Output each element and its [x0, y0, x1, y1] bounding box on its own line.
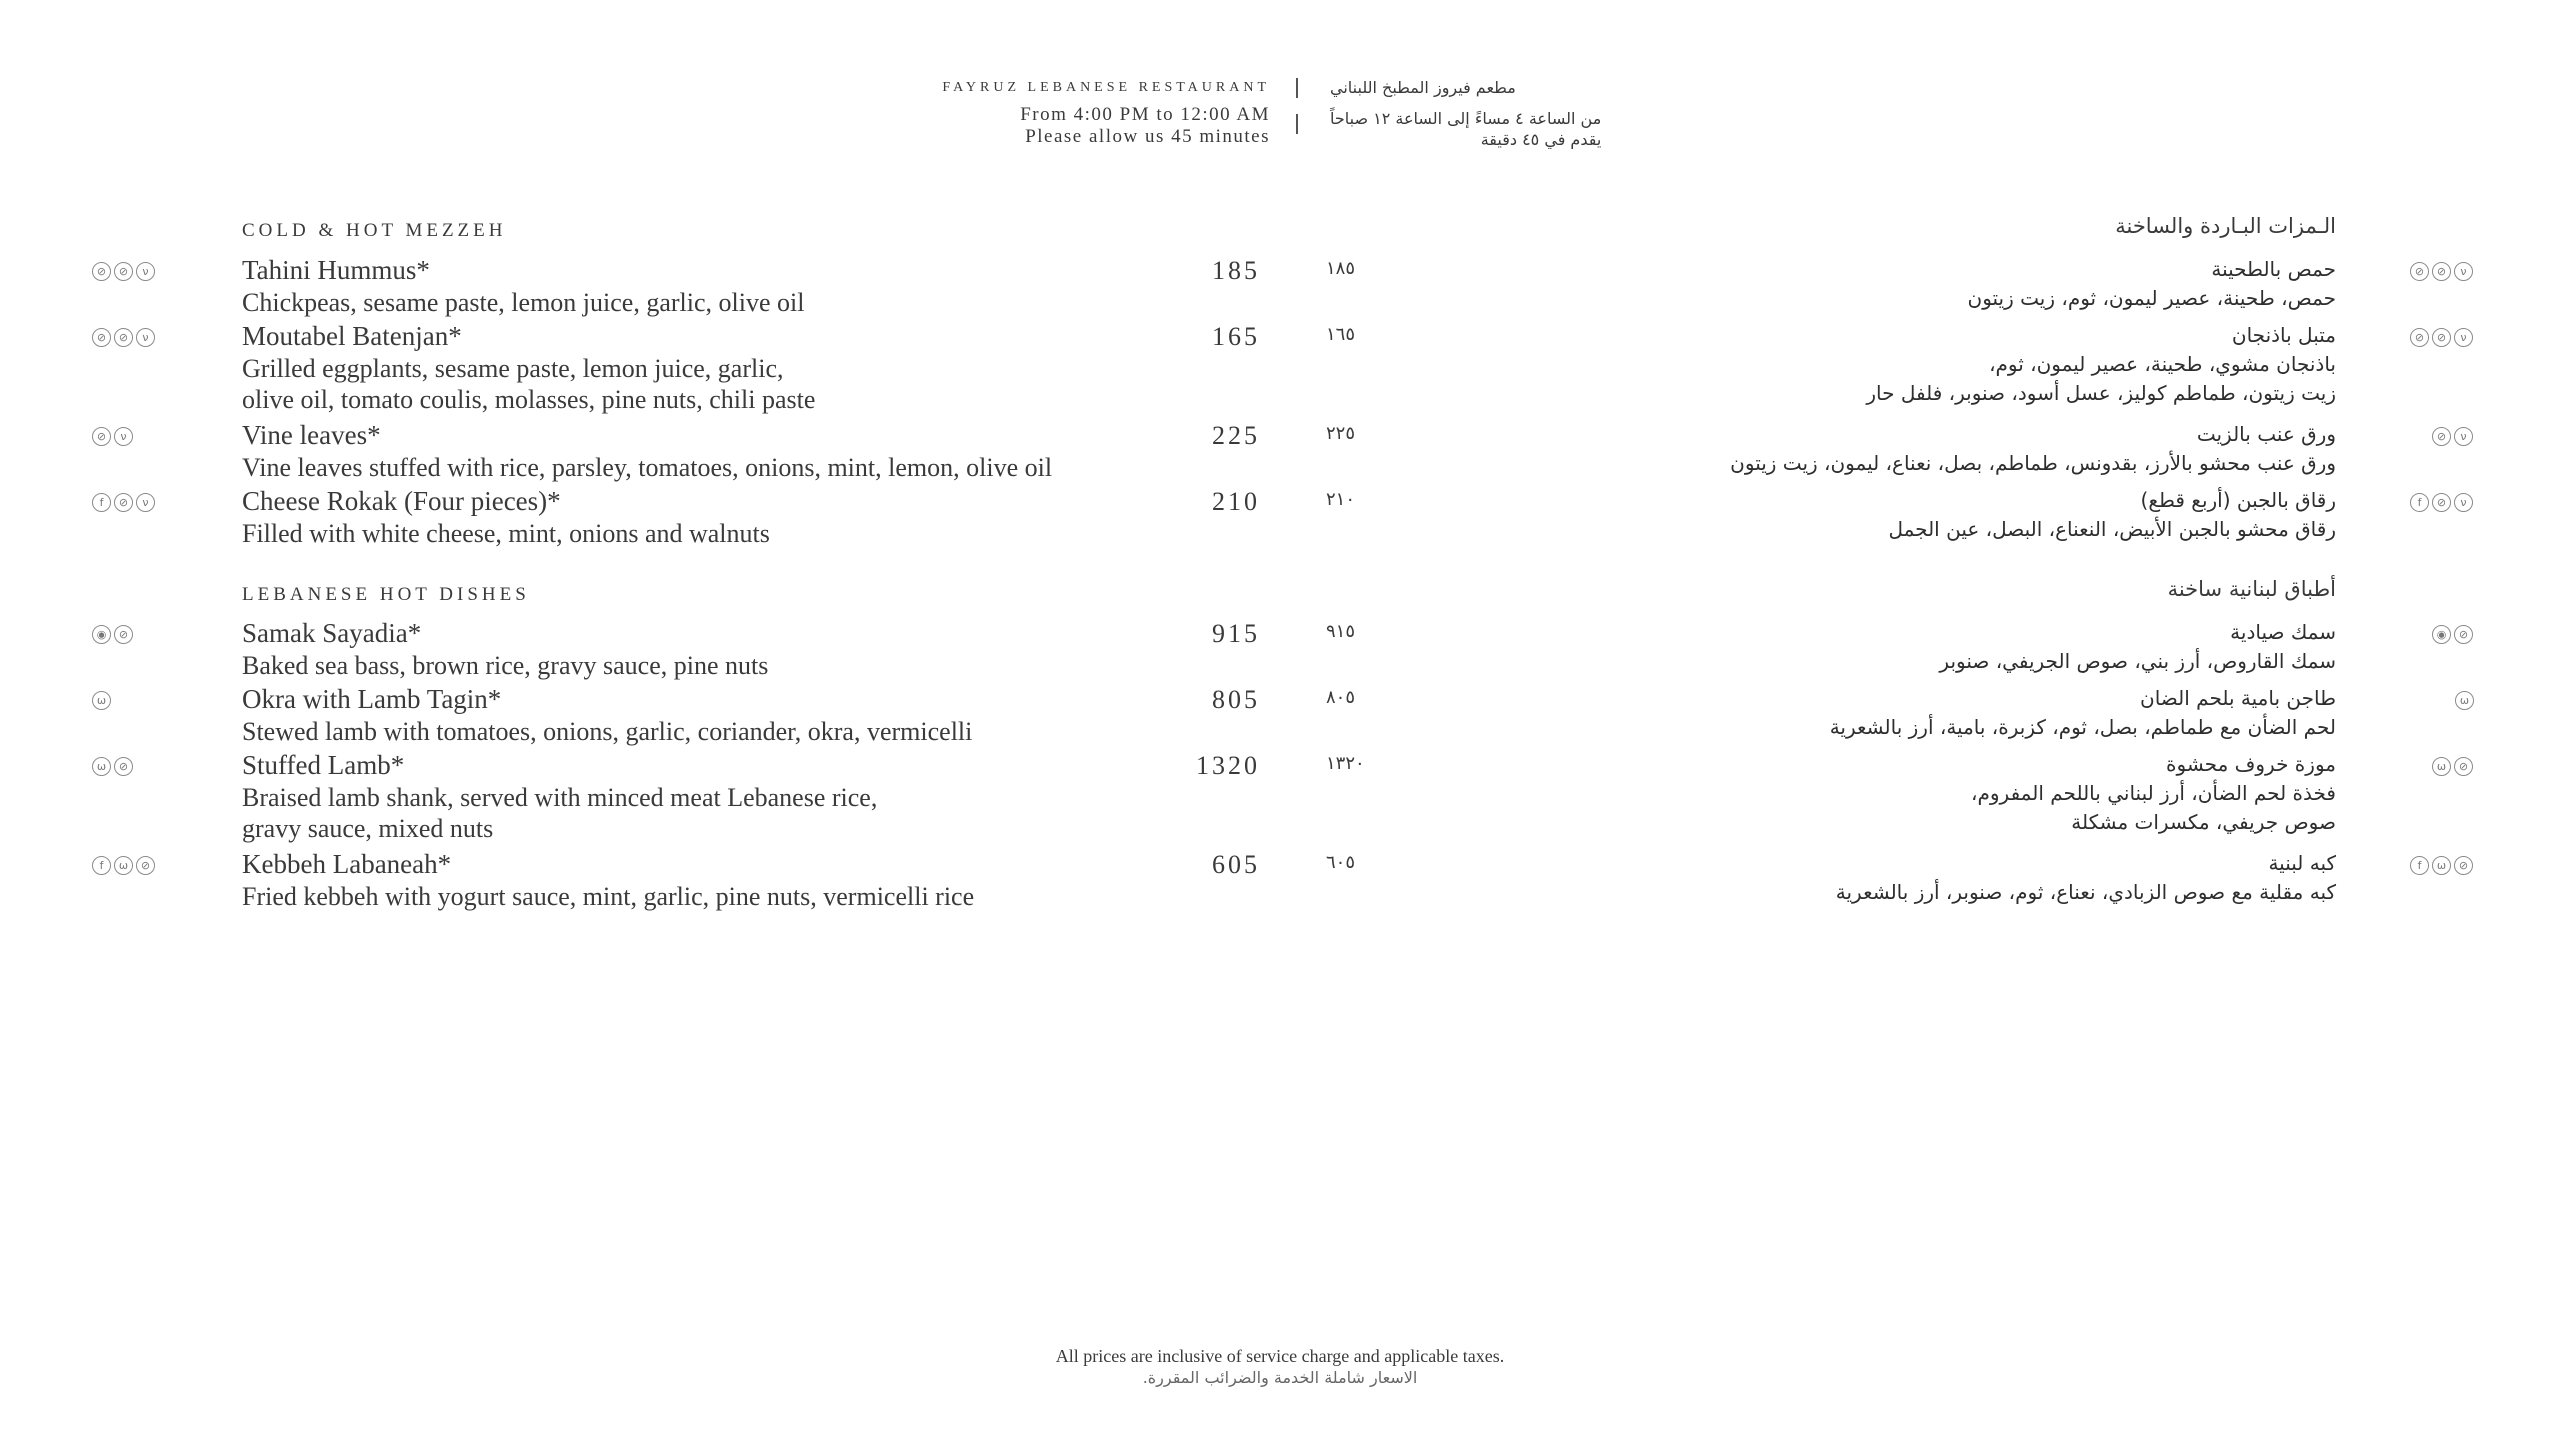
menu-item-name-ar: موزة خروف محشوة — [2166, 752, 2336, 776]
dietary-icons — [2432, 757, 2473, 776]
menu-item-name-ar: كبه لبنية — [2268, 851, 2336, 875]
opening-hours-ar — [1330, 108, 1601, 150]
description-line-ar: ورق عنب محشو بالأرز، بقدونس، طماطم، بصل، نعناع، ليمون، زيت زيتون — [1730, 451, 2336, 475]
menu-item-name: Stuffed Lamb* — [242, 750, 405, 780]
description-line-ar: لحم الضأن مع طماطم، بصل، ثوم، كزبرة، بامية، أرز بالشعرية — [1829, 715, 2336, 739]
menu-item-price-ar: ١٨٥ — [1326, 258, 1356, 279]
description-line: Vine leaves stuffed with rice, parsley, tomatoes, onions, mint, lemon, olive oil — [242, 453, 1053, 482]
section-title: LEBANESE HOT DISHES — [242, 584, 530, 605]
menu-item-description — [242, 518, 1242, 549]
menu-item-price-ar: ١٣٢٠ — [1326, 753, 1365, 774]
menu-item-price: 915 — [1212, 619, 1260, 648]
gluten-free-icon: ⊘ — [2410, 328, 2429, 347]
menu-item-description — [242, 881, 1302, 912]
menu-item-name: Cheese Rokak (Four pieces)* — [242, 486, 561, 516]
menu-item-name: Tahini Hummus* — [242, 255, 430, 285]
dairy-free-icon: ⊘ — [2432, 328, 2451, 347]
dietary-icons — [92, 691, 111, 710]
menu-item-name: Vine leaves* — [242, 420, 381, 450]
menu-item-price: 185 — [1212, 256, 1260, 285]
lamb-icon: ω — [2432, 856, 2451, 875]
menu-item-description — [242, 287, 1242, 318]
vegetarian-icon: ν — [136, 493, 155, 512]
menu-item-price-ar: ٢١٠ — [1326, 489, 1356, 510]
section-title-ar: الـمزات البـاردة والساخنة — [2115, 214, 2336, 238]
menu-item-description-ar — [1436, 284, 2336, 313]
gluten-free-icon: ⊘ — [2454, 856, 2473, 875]
description-line: gravy sauce, mixed nuts — [242, 814, 494, 843]
description-line-ar: حمص، طحينة، عصير ليمون، ثوم، زيت زيتون — [1967, 286, 2336, 310]
description-line-ar: باذنجان مشوي، طحينة، عصير ليمون، ثوم، — [1989, 352, 2336, 376]
menu-item-description-ar — [1436, 878, 2336, 907]
lamb-icon: ω — [92, 757, 111, 776]
gluten-free-icon: ⊘ — [114, 625, 133, 644]
menu-item-price: 605 — [1212, 850, 1260, 879]
preparation-time-line: Please allow us 45 minutes — [1025, 126, 1270, 147]
description-line-ar: رقاق محشو بالجبن الأبيض، النعناع، البصل، عين الجمل — [1888, 517, 2336, 541]
dairy-free-icon: ⊘ — [114, 262, 133, 281]
description-line-ar: زيت زيتون، طماطم كوليز، عسل أسود، صنوبر، فلفل حار — [1866, 381, 2336, 405]
menu-item-description — [242, 782, 1242, 844]
menu-item-name: Moutabel Batenjan* — [242, 321, 462, 351]
menu-item-description-ar — [1436, 449, 2336, 478]
description-line-ar: فخذة لحم الضأن، أرز لبناني باللحم المفروم، — [1971, 781, 2336, 805]
gluten-free-icon: ⊘ — [92, 262, 111, 281]
menu-item-name-ar: رقاق بالجبن (أربع قطع) — [2140, 488, 2336, 512]
dietary-icons — [2410, 262, 2473, 281]
description-line-ar: سمك القاروص، أرز بني، صوص الجريفي، صنوبر — [1939, 649, 2336, 673]
dietary-icons — [2455, 691, 2474, 710]
vegan-icon: ν — [2454, 427, 2473, 446]
description-line: Baked sea bass, brown rice, gravy sauce, pine nuts — [242, 651, 769, 680]
dairy-free-icon: ⊘ — [114, 328, 133, 347]
hours-line: From 4:00 PM to 12:00 AM — [1020, 104, 1270, 125]
gluten-free-icon: ⊘ — [2454, 625, 2473, 644]
menu-item-name-ar: سمك صيادية — [2230, 620, 2336, 644]
seafood-icon: ◉ — [2432, 625, 2451, 644]
dietary-icons — [2410, 493, 2473, 512]
vegan-icon: ν — [114, 427, 133, 446]
description-line-ar: كبه مقلية مع صوص الزبادي، نعناع، ثوم، صنوبر، أرز بالشعرية — [1835, 880, 2336, 904]
section-title-ar: أطباق لبنانية ساخنة — [2167, 577, 2336, 601]
nuts-icon: f — [92, 493, 111, 512]
dairy-free-icon: ⊘ — [2432, 262, 2451, 281]
dietary-icons — [92, 328, 155, 347]
menu-item-description — [242, 452, 1302, 483]
menu-item-name: Okra with Lamb Tagin* — [242, 684, 502, 714]
dietary-icons — [92, 757, 133, 776]
seafood-icon: ◉ — [92, 625, 111, 644]
lamb-icon: ω — [114, 856, 133, 875]
menu-item-price: 1320 — [1196, 751, 1260, 780]
vegan-icon: ν — [136, 262, 155, 281]
menu-item-name: Kebbeh Labaneah* — [242, 849, 452, 879]
lamb-icon: ω — [2455, 691, 2474, 710]
menu-item-price: 165 — [1212, 322, 1260, 351]
description-line: Fried kebbeh with yogurt sauce, mint, garlic, pine nuts, vermicelli rice — [242, 882, 975, 911]
menu-item-description-ar — [1436, 350, 2336, 408]
menu-item-price-ar: ٩١٥ — [1326, 621, 1356, 642]
header-divider — [1296, 78, 1298, 98]
dairy-free-icon: ⊘ — [2432, 427, 2451, 446]
description-line-ar: صوص جريفي، مكسرات مشكلة — [2071, 810, 2336, 834]
dietary-icons — [92, 625, 133, 644]
gluten-free-icon: ⊘ — [2432, 493, 2451, 512]
gluten-free-icon: ⊘ — [2454, 757, 2473, 776]
menu-item-name-ar: حمص بالطحينة — [2211, 257, 2336, 281]
dietary-icons — [92, 262, 155, 281]
menu-item-price-ar: ١٦٥ — [1326, 324, 1356, 345]
menu-item-description-ar — [1436, 779, 2336, 837]
menu-item-description — [242, 650, 1242, 681]
description-line: Chickpeas, sesame paste, lemon juice, garlic, olive oil — [242, 288, 805, 317]
section-title: COLD & HOT MEZZEH — [242, 220, 507, 241]
restaurant-name-ar: مطعم فيروز المطبخ اللبناني — [1330, 78, 1516, 97]
description-line: Braised lamb shank, served with minced meat Lebanese rice, — [242, 783, 878, 812]
gluten-free-icon: ⊘ — [92, 328, 111, 347]
description-line: Filled with white cheese, mint, onions and walnuts — [242, 519, 770, 548]
nuts-icon: f — [92, 856, 111, 875]
vegan-icon: ν — [2454, 262, 2473, 281]
restaurant-name: FAYRUZ LEBANESE RESTAURANT — [942, 80, 1270, 95]
gluten-free-icon: ⊘ — [136, 856, 155, 875]
hours-line-ar: من الساعة ٤ مساءً إلى الساعة ١٢ صباحاً — [1330, 109, 1602, 128]
menu-item-price: 210 — [1212, 487, 1260, 516]
menu-item-description-ar — [1436, 515, 2336, 544]
menu-item-price: 225 — [1212, 421, 1260, 450]
dietary-icons — [92, 856, 155, 875]
vegan-icon: ν — [136, 328, 155, 347]
dietary-icons — [2432, 427, 2473, 446]
header-divider — [1296, 114, 1298, 134]
description-line: Stewed lamb with tomatoes, onions, garlic, coriander, okra, vermicelli — [242, 717, 973, 746]
menu-item-price: 805 — [1212, 685, 1260, 714]
gluten-free-icon: ⊘ — [2410, 262, 2429, 281]
menu-item-name-ar: متبل باذنجان — [2231, 323, 2336, 347]
preparation-time-line-ar: يقدم في ٤٥ دقيقة — [1480, 130, 1602, 149]
gluten-free-icon: ⊘ — [114, 757, 133, 776]
vegan-icon: ν — [2454, 328, 2473, 347]
menu-item-name-ar: طاجن بامية بلحم الضان — [2140, 686, 2336, 710]
gluten-free-icon: ⊘ — [114, 493, 133, 512]
menu-item-description — [242, 353, 1242, 415]
menu-item-description-ar — [1436, 647, 2336, 676]
nuts-icon: f — [2410, 493, 2429, 512]
dairy-free-icon: ⊘ — [92, 427, 111, 446]
description-line: Grilled eggplants, sesame paste, lemon juice, garlic, — [242, 354, 784, 383]
dietary-icons — [2410, 328, 2473, 347]
opening-hours — [1020, 104, 1270, 148]
vegetarian-icon: ν — [2454, 493, 2473, 512]
nuts-icon: f — [2410, 856, 2429, 875]
menu-item-price-ar: ٢٢٥ — [1326, 423, 1356, 444]
lamb-icon: ω — [2432, 757, 2451, 776]
dietary-icons — [92, 493, 155, 512]
dietary-icons — [2410, 856, 2473, 875]
description-line: olive oil, tomato coulis, molasses, pine nuts, chili paste — [242, 385, 816, 414]
lamb-icon: ω — [92, 691, 111, 710]
dietary-icons — [92, 427, 133, 446]
menu-item-description — [242, 716, 1302, 747]
dietary-icons — [2432, 625, 2473, 644]
price-disclaimer-ar: الاسعار شاملة الخدمة والضرائب المقررة. — [1142, 1368, 1418, 1387]
price-disclaimer: All prices are inclusive of service charge and applicable taxes. — [1055, 1346, 1505, 1366]
menu-item-name-ar: ورق عنب بالزيت — [2196, 422, 2336, 446]
menu-item-description-ar — [1436, 713, 2336, 742]
menu-item-price-ar: ٦٠٥ — [1326, 852, 1356, 873]
menu-item-name: Samak Sayadia* — [242, 618, 422, 648]
menu-item-price-ar: ٨٠٥ — [1326, 687, 1356, 708]
